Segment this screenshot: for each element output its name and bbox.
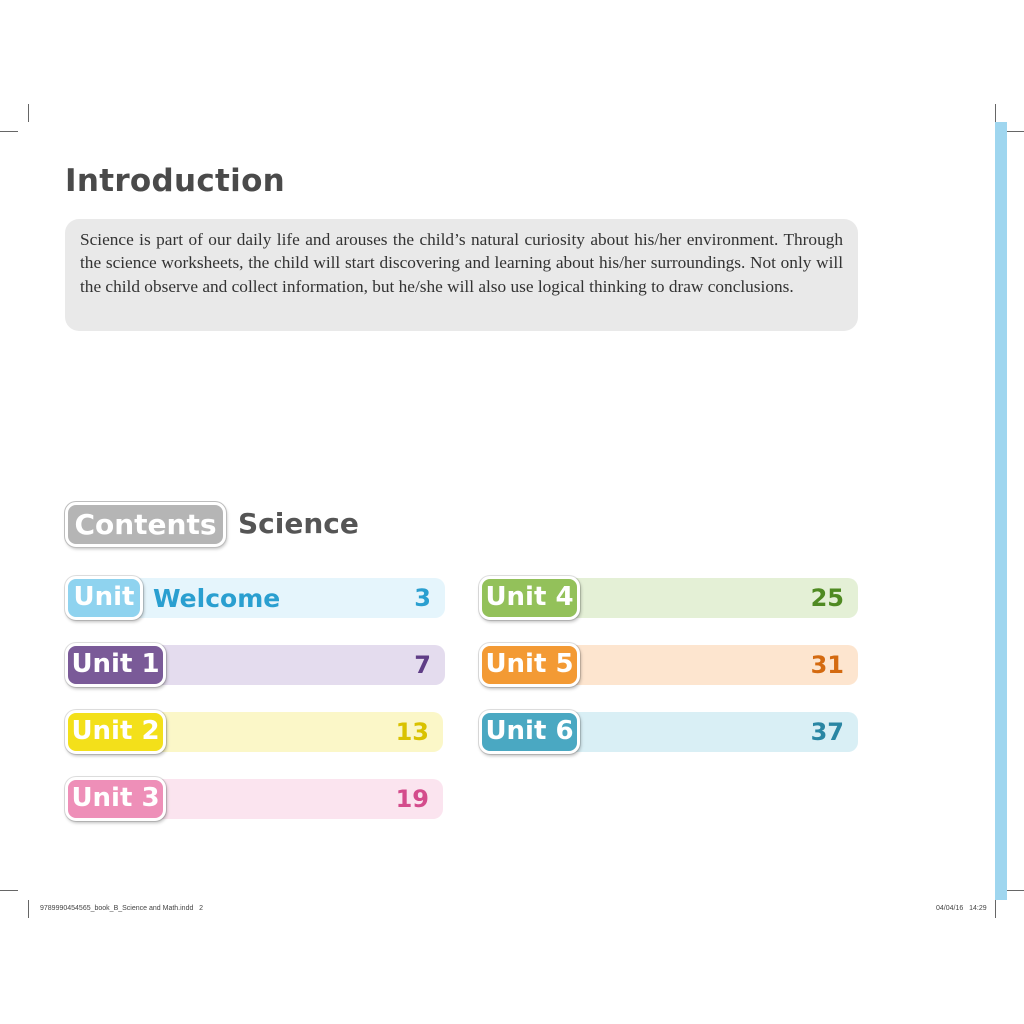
page-number: 25 xyxy=(810,584,844,612)
unit-badge: Unit 2 xyxy=(65,710,166,754)
page-edge-strip xyxy=(995,122,1007,900)
unit-badge: Unit 3 xyxy=(65,777,166,821)
unit-badge: Unit 5 xyxy=(479,643,580,687)
file-slug: 9789990454565_book_B_Science and Math.indd 2 xyxy=(40,905,204,912)
toc-row-unit-3[interactable] xyxy=(65,779,443,819)
unit-badge: Unit 1 xyxy=(65,643,166,687)
introduction-box xyxy=(65,219,858,331)
subject-heading: Science xyxy=(238,507,359,540)
crop-mark xyxy=(0,890,18,891)
unit-badge: Unit 6 xyxy=(479,710,580,754)
introduction-text: Science is part of our daily life and arouses the child’s natural curiosity about his/her environment. Through the science worksheets, the child will start discovering and learning about his/her surroundings. Not only will the child observe and collect information, but he/she will also use logical thinking to draw conclusions. xyxy=(80,230,843,296)
page-number: 37 xyxy=(810,718,844,746)
toc-row-welcome[interactable] xyxy=(65,578,445,618)
toc-row-unit-6[interactable] xyxy=(479,712,858,752)
crop-mark xyxy=(1006,131,1024,132)
page-number: 19 xyxy=(395,785,429,813)
crop-mark xyxy=(0,131,18,132)
toc-row-unit-5[interactable] xyxy=(479,645,858,685)
toc-row-unit-2[interactable] xyxy=(65,712,443,752)
page-number: 13 xyxy=(395,718,429,746)
date-slug: 04/04/16 14:29 xyxy=(936,905,987,912)
crop-mark xyxy=(995,104,996,122)
crop-mark xyxy=(28,104,29,122)
crop-mark xyxy=(995,900,996,918)
page-number: 31 xyxy=(810,651,844,679)
crop-mark xyxy=(1006,890,1024,891)
unit-title: Welcome xyxy=(153,584,281,613)
toc-row-unit-4[interactable] xyxy=(479,578,858,618)
toc-row-unit-1[interactable] xyxy=(65,645,445,685)
unit-badge: Unit 4 xyxy=(479,576,580,620)
contents-label: Contents xyxy=(65,502,226,547)
introduction-title: Introduction xyxy=(65,163,286,199)
page-number: 3 xyxy=(414,584,431,612)
crop-mark xyxy=(28,900,29,918)
unit-badge: Unit xyxy=(65,576,143,620)
page-number: 7 xyxy=(414,651,431,679)
